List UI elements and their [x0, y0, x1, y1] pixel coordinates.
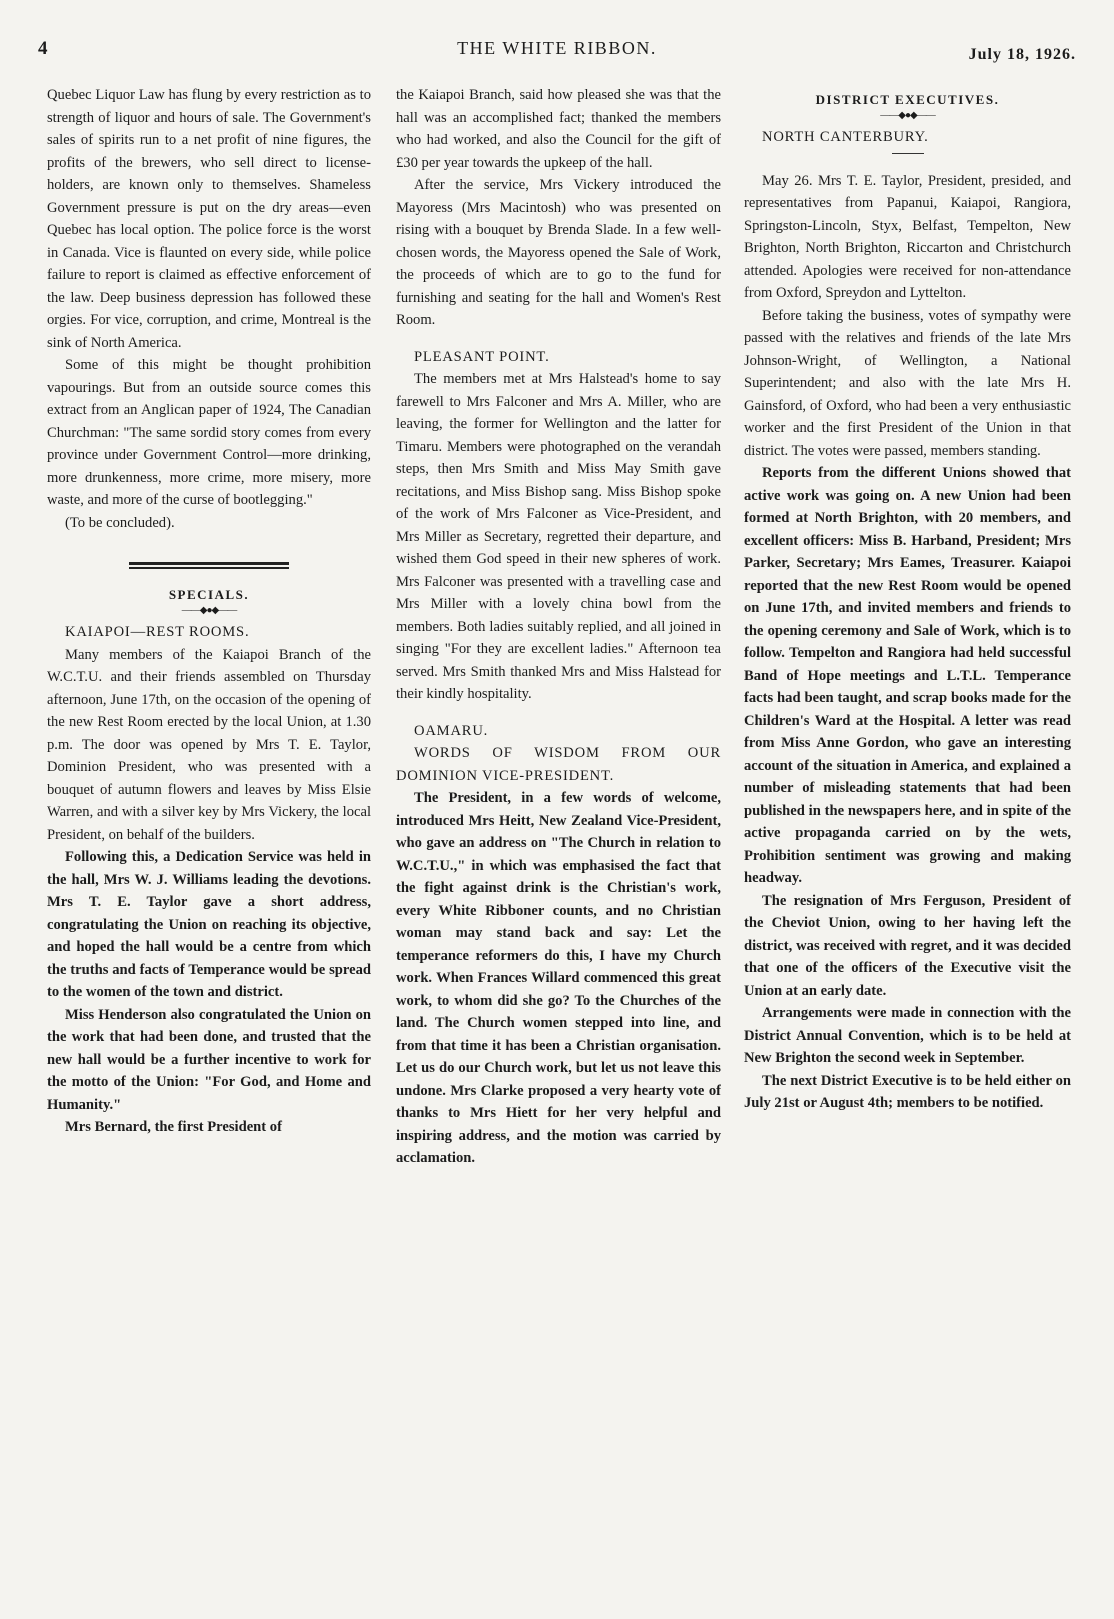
page-number: 4 [38, 38, 48, 59]
subheading-words-of-wisdom: WORDS OF WISDOM FROM OUR DOMINION VICE-PRESIDENT. [396, 745, 721, 784]
article-paragraph: May 26. Mrs T. E. Taylor, President, presided, and representatives from Papanui, Kaiapoi, Rangiora, Springston-Lincoln, Styx, Belfast, Tempelton, New Brighton, North Brighton, Riccarton and Christchurch attended. Apologies were received for non-attendance from Oxford, Spreydon and Lyttelton. [744, 172, 1071, 301]
subheading-kaiapoi: KAIAPOI—REST ROOMS. [65, 624, 250, 640]
article-paragraph: After the service, Mrs Vickery introduced the Mayoress (Mrs Macintosh) who was presented on rising with a bouquet by Brenda Slade. In a few well-chosen words, the Mayoress opened the Sale of Work, the proceeds of which are to go to the fund for furnishing and seating for the hall and Women's Rest Room. [396, 177, 721, 328]
article-paragraph: The President, in a few words of welcome, introduced Mrs Heitt, New Zealand Vice-President, who gave an address on "The Church in relation to W.C.T.U.," in which was emphasised the fact that the fight against drink is the Christian's work, every White Ribboner counts, and no Christian woman may stand back and say: Let the temperance reformers do this, I have my Church work. When Frances Willard commenced this great work, to whom did she go? To the Churches of the land. The Church women stepped into line, and from that time it has been a Christian organisation. Let us do our Church work, but let us not leave this undone. Mrs Clarke proposed a very hearty vote of thanks to Mrs Hiett for her very helpful and inspiring address, and the motion was carried by acclamation. [396, 790, 721, 1166]
article-paragraph: Some of this might be thought prohibition vapourings. But from an outside source comes this extract from an Anglican paper of 1924, The Canadian Churchman: "The same sordid story comes from every province under Government Control—more drinking, more drunkenness, more crime, more misery, more waste, and more of the curse of bootlegging." [47, 357, 371, 508]
column-left [47, 84, 371, 1609]
page-header [0, 26, 1114, 66]
article-paragraph: The resignation of Mrs Ferguson, President of the Cheviot Union, owing to her having left the district, was received with regret, and it was decided that one of the officers of the Executive visit the Union at an early date. [744, 892, 1071, 999]
article-paragraph: The members met at Mrs Halstead's home to say farewell to Mrs Falconer and Mrs A. Miller, who are leaving, the former for Wellington and the latter for Timaru. Members were photographed on the verandah steps, then Mrs Smith and Miss May Smith gave recitations, and Miss Bishop sang. Miss Bishop spoke of the work of Mrs Falconer as Vice-President, and Mrs Miller as Secretary, regretted their departure, and wished them God speed in their new spheres of work. Mrs Falconer was presented with a travelling case and Mrs Miller with a lovely china bowl from the members. Both ladies suitably replied, and all joined in singing "For they are excellent ladies." Afternoon tea served. Mrs Smith thanked Mrs and Miss Halstead for their kindly hospitality. [396, 371, 721, 702]
article-paragraph: Arrangements were made in connection with the District Annual Convention, which is to be held at New Brighton the second week in September. [744, 1005, 1071, 1066]
subheading-pleasant-point: PLEASANT POINT. [414, 348, 550, 365]
article-paragraph: Following this, a Dedication Service was held in the hall, Mrs W. J. Williams leading the devotions. Mrs T. E. Taylor gave a short address, congratulating the Union on reaching its objective, and hoped the hall would be a centre from which the truths and facts of Temperance would be spread to the women of the town and district. [47, 849, 371, 1000]
issue-date: July 18, 1926. [968, 46, 1076, 63]
article-paragraph: The next District Executive is to be held either on July 21st or August 4th; members to be notified. [744, 1072, 1071, 1111]
section-divider [129, 562, 289, 569]
section-heading-district-executives: DISTRICT EXECUTIVES. [815, 92, 1000, 107]
short-rule [892, 153, 924, 154]
column-right [744, 84, 1071, 1609]
article-paragraph: Quebec Liquor Law has flung by every restriction as to strength of liquor and hours of sale. The Government's sales of spirits run to a net profit of nine figures, the profits of the brewers, who sell direct to license-holders, are known only to themselves. Shameless Government pressure is put on the dry areas—even Quebec has local option. The police force is the worst in Canada. Vice is flaunted on every side, while police failure to report is claimed as effective enforcement of the law. Deep business depression has followed these orgies. For vice, corruption, and crime, Montreal is the sink of North America. [47, 87, 371, 351]
article-paragraph: Mrs Bernard, the first President of [65, 1119, 282, 1135]
subheading-oamaru: OAMARU. [414, 722, 489, 739]
article-paragraph: Reports from the different Unions showed that active work was going on. A new Union had been formed at North Brighton, with 20 members, and excellent officers: Miss B. Harband, President; Mrs Parker, Secretary; Mrs Eames, Treasurer. Kaiapoi reported that the new Rest Room would be opened on June 17th, and invited members and friends to the opening ceremony and Sale of Work, which is to follow. Tempelton and Rangiora had held successful Band of Hope meetings and L.T.L. Temperance facts had been taught, and scrap books made for the Children's Ward at the Hospital. A letter was read from Miss Anne Gordon, who gave an interesting account of the situation in America, and explained a number of misleading statements that had been published in the newspapers here, and in spite of the active propaganda carried on by the wets, Prohibition sentiment was growing and making headway. [744, 465, 1071, 886]
ornament-divider: ——◆●◆—— [880, 110, 935, 121]
masthead-title: THE WHITE RIBBON. [457, 38, 657, 58]
subheading-north-canterbury: NORTH CANTERBURY. [762, 129, 929, 145]
article-paragraph: Many members of the Kaiapoi Branch of the W.C.T.U. and their friends assembled on Thursday afternoon, June 17th, on the occasion of the opening of the new Rest Room erected by the local Union, at 1.30 p.m. The door was opened by Mrs T. E. Taylor, Dominion President, who was presented with a bouquet of autumn flowers and leaves by Miss Elsie Warren, and with a silver key by Mrs Vickery, the local President, on behalf of the builders. [47, 646, 371, 843]
ornament-divider: ——◆●◆—— [181, 605, 237, 616]
column-middle [396, 84, 721, 1609]
section-heading-specials: SPECIALS. [168, 587, 250, 602]
article-paragraph: Before taking the business, votes of sympathy were passed with the relatives and friends of the late Mrs Johnson-Wright, of Wellington, a National Superintendent; and also with the late Mrs H. Gainsford, of Oxford, who had been a very enthusiastic worker and the first President of the Union in that district. The votes were passed, members standing. [744, 307, 1071, 459]
article-paragraph: Miss Henderson also congratulated the Union on the work that had been done, and trusted that the new hall would be a further incentive to work for the motto of the Union: "For God, and Home and Humanity." [47, 1006, 371, 1113]
article-paragraph: the Kaiapoi Branch, said how pleased she was that the hall was an accomplished fact; thanked the members who had worked, and also the Council for the gift of £30 per year towards the upkeep of the hall. [396, 87, 721, 171]
to-be-concluded: (To be concluded). [65, 514, 175, 531]
